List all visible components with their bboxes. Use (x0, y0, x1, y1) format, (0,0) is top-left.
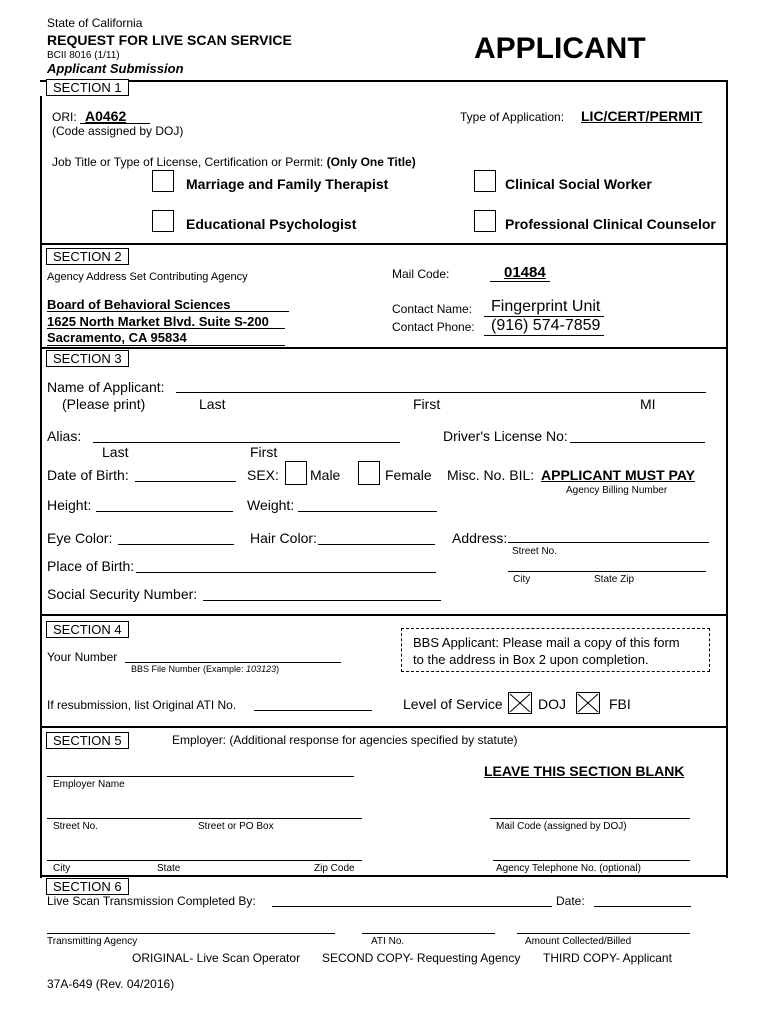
checkbox-mft[interactable] (152, 170, 174, 192)
date-input[interactable] (594, 906, 691, 907)
contact-name-label: Contact Name: (392, 302, 473, 316)
doj-label: DOJ (538, 696, 566, 712)
eye-input[interactable] (118, 544, 234, 545)
level-label: Level of Service (403, 696, 503, 712)
section-6-label: SECTION 6 (46, 878, 129, 895)
dob-label: Date of Birth: (47, 467, 129, 483)
address-street-input[interactable] (508, 542, 709, 543)
ati-no-input[interactable] (362, 933, 495, 934)
date-label: Date: (556, 894, 585, 908)
street-no-label: Street No. (512, 546, 558, 557)
section-2-label: SECTION 2 (46, 248, 129, 265)
name-input[interactable] (176, 392, 706, 393)
agency-city: Sacramento, CA 95834 (47, 330, 187, 345)
street-no-label-5: Street No. (53, 821, 99, 832)
misc-value[interactable]: APPLICANT MUST PAY (541, 467, 696, 483)
female-label: Female (385, 467, 432, 483)
pob-label: Place of Birth: (47, 558, 135, 574)
transmitting-agency-label: Transmitting Agency (47, 936, 138, 947)
alias-last: Last (102, 444, 129, 460)
submission-label: Applicant Submission (47, 61, 184, 76)
option-pcc: Professional Clinical Counselor (505, 216, 716, 232)
employer-name-label: Employer Name (53, 779, 125, 790)
name-last: Last (199, 396, 226, 412)
x-mark-icon (509, 693, 531, 713)
hair-input[interactable] (318, 544, 435, 545)
ati-no-label: ATI No. (371, 936, 405, 947)
amount-input[interactable] (517, 933, 690, 934)
divider-2 (40, 347, 728, 349)
checkbox-ep[interactable] (152, 210, 174, 232)
agency-name-underline (47, 311, 289, 312)
employer-name-input[interactable] (47, 776, 354, 777)
frame-left (40, 96, 42, 878)
mail-code-doj-label: Mail Code (assigned by DOJ) (496, 821, 627, 832)
ssn-label: Social Security Number: (47, 586, 198, 602)
hair-label: Hair Color: (250, 530, 317, 546)
employer-note: Employer: (Additional response for agencies specified by statute) (172, 733, 518, 747)
amount-label: Amount Collected/Billed (525, 936, 632, 947)
type-label: Type of Application: (460, 110, 565, 124)
completed-by-input[interactable] (272, 906, 552, 907)
employer-street-input[interactable] (47, 818, 362, 819)
mail-code-label: Mail Code: (392, 267, 450, 281)
form-title: REQUEST FOR LIVE SCAN SERVICE (47, 32, 292, 48)
address-city-input[interactable] (508, 571, 706, 572)
divider-1 (40, 243, 728, 245)
completed-by-label: Live Scan Transmission Completed By: (47, 894, 256, 908)
ssn-input[interactable] (203, 600, 441, 601)
copy-original: ORIGINAL- Live Scan Operator (132, 951, 301, 965)
mail-code-underline (490, 281, 550, 282)
transmitting-agency-input[interactable] (47, 933, 335, 934)
checkbox-pcc[interactable] (474, 210, 496, 232)
bbs-note-line2: to the address in Box 2 upon completion. (413, 652, 649, 667)
resub-label: If resubmission, list Original ATI No. (47, 698, 237, 712)
mail-code-value[interactable]: 01484 (504, 264, 546, 281)
weight-label: Weight: (247, 497, 295, 513)
alias-input[interactable] (93, 442, 400, 443)
male-label: Male (310, 467, 341, 483)
weight-input[interactable] (298, 511, 437, 512)
name-mi: MI (640, 396, 656, 412)
agency-phone-input[interactable] (493, 860, 690, 861)
section-4-label: SECTION 4 (46, 621, 129, 638)
ori-note: (Code assigned by DOJ) (52, 124, 184, 138)
zip-label-5: Zip Code (314, 863, 355, 874)
employer-city-input[interactable] (47, 860, 362, 861)
form-code: BCII 8016 (1/11) (47, 50, 120, 61)
address-label: Address: (452, 530, 508, 546)
agency-street-underline (47, 328, 285, 329)
name-first: First (413, 396, 441, 412)
state-label-5: State (157, 863, 181, 874)
frame-right (726, 80, 728, 878)
contact-phone-label: Contact Phone: (392, 320, 475, 334)
checkbox-fbi[interactable] (576, 692, 600, 714)
resub-input[interactable] (254, 710, 372, 711)
eye-label: Eye Color: (47, 530, 113, 546)
x-mark-icon (577, 693, 599, 713)
divider-4 (40, 726, 728, 728)
contact-phone-value[interactable]: (916) 574-7859 (491, 317, 601, 334)
contact-phone-underline (484, 335, 604, 336)
state-label: State of California (47, 16, 143, 30)
alias-first: First (250, 444, 278, 460)
dl-input[interactable] (570, 442, 705, 443)
option-mft: Marriage and Family Therapist (186, 176, 389, 192)
height-label: Height: (47, 497, 92, 513)
height-input[interactable] (96, 511, 233, 512)
fbi-label: FBI (609, 696, 631, 712)
leave-blank: LEAVE THIS SECTION BLANK (484, 763, 685, 779)
form-revision: 37A-649 (Rev. 04/2016) (47, 977, 175, 991)
agency-label: Agency Address Set Contributing Agency (47, 271, 248, 283)
agency-name: Board of Behavioral Sciences (47, 297, 231, 312)
alias-label: Alias: (47, 428, 82, 444)
section-1-label: SECTION 1 (46, 79, 129, 96)
please-print: (Please print) (62, 396, 146, 412)
your-number-label: Your Number (47, 650, 118, 664)
misc-label: Misc. No. BIL: (447, 467, 535, 483)
option-csw: Clinical Social Worker (505, 176, 652, 192)
city-label: City (513, 574, 531, 585)
agency-street: 1625 North Market Blvd. Suite S-200 (47, 314, 269, 329)
section-5-label: SECTION 5 (46, 732, 129, 749)
checkbox-doj[interactable] (508, 692, 532, 714)
divider-3 (40, 614, 728, 616)
bbs-note-line1: BBS Applicant: Please mail a copy of this form (413, 635, 680, 650)
contact-name-value[interactable]: Fingerprint Unit (491, 298, 601, 315)
copy-second: SECOND COPY- Requesting Agency (322, 951, 521, 965)
agency-city-underline (47, 345, 285, 346)
frame-top (40, 80, 728, 82)
city-label-5: City (53, 863, 71, 874)
dob-input[interactable] (135, 481, 236, 482)
street-po-label: Street or PO Box (198, 821, 274, 832)
type-value[interactable]: LIC/CERT/PERMIT (581, 108, 703, 124)
ori-label: ORI: (52, 110, 77, 124)
checkbox-male[interactable] (285, 461, 307, 485)
billing-label: Agency Billing Number (566, 485, 668, 496)
agency-phone-label: Agency Telephone No. (optional) (496, 863, 641, 874)
checkbox-female[interactable] (358, 461, 380, 485)
your-number-input[interactable] (125, 662, 341, 663)
divider-5 (40, 875, 728, 877)
copy-title: APPLICANT (474, 32, 646, 65)
checkbox-csw[interactable] (474, 170, 496, 192)
bbs-file-label: BBS File Number (Example: 103123) (131, 664, 280, 674)
copy-third: THIRD COPY- Applicant (543, 951, 672, 965)
dl-label: Driver's License No: (443, 428, 568, 444)
job-label: Job Title or Type of License, Certification or Permit: (Only One Title) (52, 155, 416, 169)
sex-label: SEX: (247, 467, 279, 483)
mail-code-doj-input[interactable] (490, 818, 690, 819)
section-3-label: SECTION 3 (46, 350, 129, 367)
pob-input[interactable] (136, 572, 436, 573)
option-ep: Educational Psychologist (186, 216, 357, 232)
state-zip-label: State Zip (594, 574, 635, 585)
name-label: Name of Applicant: (47, 379, 165, 395)
ori-value[interactable]: A0462 (85, 108, 127, 124)
